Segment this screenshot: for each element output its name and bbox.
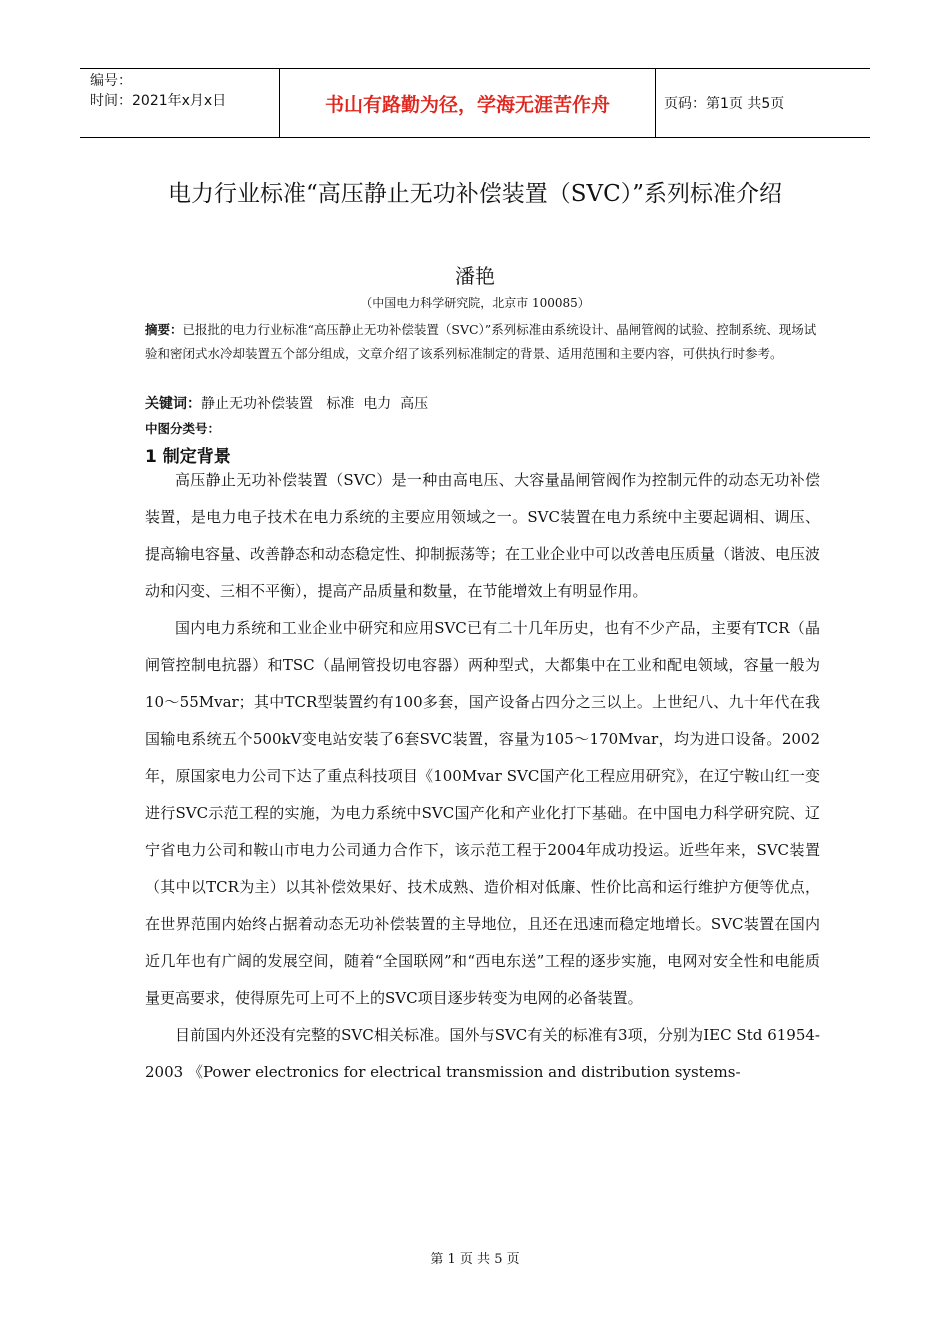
keywords <box>145 393 428 413</box>
body-text <box>145 462 820 1091</box>
time-label: 时间：2021年x月x日 <box>90 93 227 109</box>
header-meta <box>80 69 280 137</box>
header-page-info: 页码：第1页 共5页 <box>664 96 785 112</box>
abstract-label: 摘要： <box>145 322 183 337</box>
header-slogan: 书山有路勤为径，学海无涯苦作舟 <box>280 69 656 137</box>
paragraph: 目前国内外还没有完整的SVC相关标准。国外与SVC有关的标准有3项，分别为IEC Std 61954-2003 《Power electronics for electrical transmission and distribution systems- <box>145 1026 820 1081</box>
number-label: 编号： <box>90 73 132 89</box>
affiliation: （中国电力科学研究院，北京市 100085） <box>360 296 590 310</box>
abstract-text: 已报批的电力行业标准“高压静止无功补偿装置（SVC）”系列标准由系统设计、晶闸管阀的试验、控制系统、现场试验和密闭式水冷却装置五个部分组成，文章介绍了该系列标准制定的背景、适用范围和主要内容，可供执行时参考。 <box>145 322 817 361</box>
page-footer: 第 1 页 共 5 页 <box>430 1252 520 1267</box>
page-header <box>80 68 870 138</box>
section-heading: 1 制定背景 <box>145 447 231 467</box>
author: 潘艳 <box>455 264 495 288</box>
paragraph: 高压静止无功补偿装置（SVC）是一种由高电压、大容量晶闸管阀作为控制元件的动态无功补偿装置，是电力电子技术在电力系统的主要应用领域之一。SVC装置在电力系统中主要起调相、调压、提高输电容量、改善静态和动态稳定性、抑制振荡等；在工业企业中可以改善电压质量（谐波、电压波动和闪变、三相不平衡），提高产品质量和数量，在节能增效上有明显作用。 <box>145 471 821 600</box>
keywords-label: 关键词： <box>145 396 201 412</box>
paragraph: 国内电力系统和工业企业中研究和应用SVC已有二十几年历史，也有不少产品，主要有TCR（晶闸管控制电抗器）和TSC（晶闸管投切电容器）两种型式，大都集中在工业和配电领域，容量一般为10～55Mvar；其中TCR型装置约有100多套，国产设备占四分之三以上。上世纪八、九十年代在我国输电系统五个500kV变电站安装了6套SVC装置，容量为105～170Mvar，均为进口设备。2002年，原国家电力公司下达了重点科技项目《100Mvar SVC国产化工程应用研究》，在辽宁鞍山红一变进行SVC示范工程的实施，为电力系统中SVC国产化和产业化打下基础。在中国电力科学研究院、辽宁省电力公司和鞍山市电力公司通力合作下，该示范工程于2004年成功投运。近些年来，SVC装置（其中以TCR为主）以其补偿效果好、技术成熟、造价相对低廉、性价比高和运行维护方便等优点，在世界范围内始终占据着动态无功补偿装置的主导地位，且还在迅速而稳定地增长。SVC装置在国内近几年也有广阔的发展空间，随着“全国联网”和“西电东送”工程的逐步实施，电网对安全性和电能质量更高要求，使得原先可上可不上的SVC项目逐步转变为电网的必备装置。 <box>145 619 820 1007</box>
keywords-text: 静止无功补偿装置 标准 电力 高压 <box>201 396 429 412</box>
classification-label: 中图分类号： <box>145 421 221 436</box>
abstract <box>145 318 820 366</box>
document-title: 电力行业标准“高压静止无功补偿装置（SVC）”系列标准介绍 <box>168 181 782 207</box>
